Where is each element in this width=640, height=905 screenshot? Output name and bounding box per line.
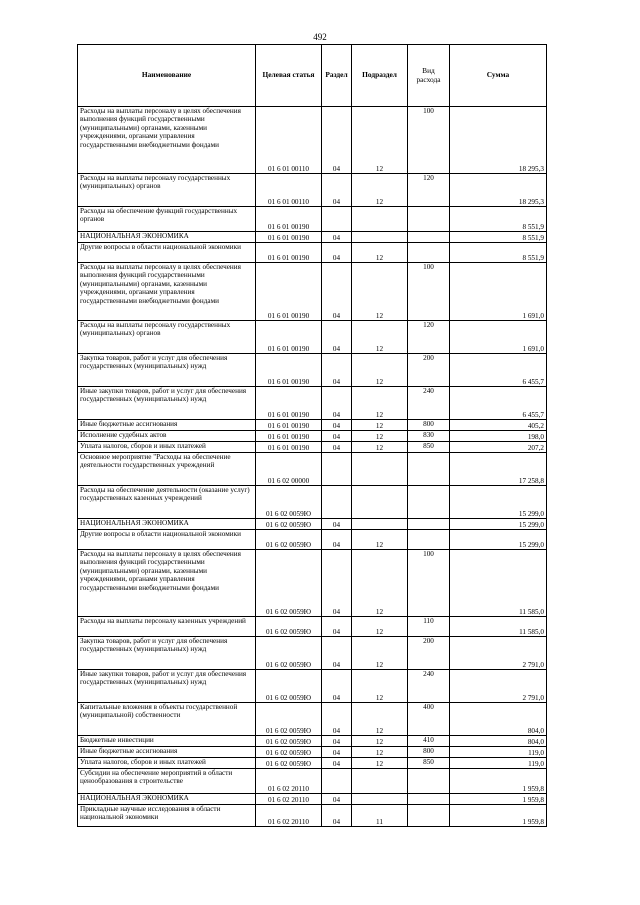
- row-target-article: 01 6 01 00190: [256, 321, 322, 354]
- row-sum: 8 551,9: [450, 243, 547, 263]
- row-sum: 405,2: [450, 420, 547, 431]
- row-subsection: 12: [352, 107, 408, 174]
- row-subsection: 12: [352, 530, 408, 550]
- row-sum: 15 299,0: [450, 530, 547, 550]
- row-sum: 804,0: [450, 736, 547, 747]
- row-name: Капитальные вложения в объекты государственной (муниципальной) собственности: [78, 703, 256, 736]
- row-expense-kind: 240: [408, 387, 450, 420]
- row-subsection: 12: [352, 431, 408, 442]
- row-target-article: 01 6 02 0059Ю: [256, 637, 322, 670]
- row-subsection: [352, 794, 408, 805]
- row-subsection: 12: [352, 354, 408, 387]
- row-expense-kind: 100: [408, 263, 450, 321]
- row-expense-kind: 100: [408, 550, 450, 617]
- row-subsection: 12: [352, 637, 408, 670]
- table-row: [78, 736, 547, 747]
- row-expense-kind: [408, 519, 450, 530]
- row-name: Расходы на выплаты персоналу в целях обеспечения выполнения функций государственными (муниципальными) органами, казенными учреждениями, органами управления государственными внебюджетными фондами: [78, 550, 256, 617]
- row-name: Расходы на выплаты персоналу государственных (муниципальных) органов: [78, 174, 256, 207]
- row-section: 04: [322, 637, 352, 670]
- row-expense-kind: 200: [408, 637, 450, 670]
- row-expense-kind: 850: [408, 758, 450, 769]
- row-target-article: 01 6 01 00110: [256, 107, 322, 174]
- row-target-article: 01 6 01 00190: [256, 442, 322, 453]
- row-target-article: 01 6 02 0059Ю: [256, 670, 322, 703]
- table-body: [78, 107, 547, 827]
- row-name: Другие вопросы в области национальной экономики: [78, 530, 256, 550]
- row-subsection: 12: [352, 747, 408, 758]
- row-sum: 2 791,0: [450, 670, 547, 703]
- row-name: Другие вопросы в области национальной экономики: [78, 243, 256, 263]
- header-name: Наименование: [78, 45, 256, 107]
- row-sum: 18 295,3: [450, 107, 547, 174]
- table-row: [78, 442, 547, 453]
- row-section: 04: [322, 431, 352, 442]
- row-sum: 11 585,0: [450, 617, 547, 637]
- row-sum: 15 299,0: [450, 519, 547, 530]
- row-section: 04: [322, 530, 352, 550]
- row-section: [322, 207, 352, 232]
- row-target-article: 01 6 01 00190: [256, 354, 322, 387]
- header-target-article: Целевая статья: [256, 45, 322, 107]
- table-row: [78, 758, 547, 769]
- row-target-article: 01 6 01 00110: [256, 174, 322, 207]
- table-row: [78, 107, 547, 174]
- header-section: Раздел: [322, 45, 352, 107]
- table-row: [78, 519, 547, 530]
- row-expense-kind: 100: [408, 107, 450, 174]
- table-row: [78, 747, 547, 758]
- row-sum: 198,0: [450, 431, 547, 442]
- row-section: 04: [322, 174, 352, 207]
- row-subsection: 12: [352, 243, 408, 263]
- table-row: [78, 453, 547, 486]
- table-row: [78, 354, 547, 387]
- row-name: Исполнение судебных актов: [78, 431, 256, 442]
- table-row: [78, 243, 547, 263]
- row-expense-kind: 800: [408, 747, 450, 758]
- row-sum: 6 455,7: [450, 354, 547, 387]
- row-sum: 804,0: [450, 703, 547, 736]
- row-section: 04: [322, 107, 352, 174]
- row-subsection: [352, 207, 408, 232]
- row-name: НАЦИОНАЛЬНАЯ ЭКОНОМИКА: [78, 519, 256, 530]
- row-section: 04: [322, 670, 352, 703]
- row-section: [322, 486, 352, 519]
- row-name: Расходы на выплаты персоналу государственных (муниципальных) органов: [78, 321, 256, 354]
- row-name: Расходы на выплаты персоналу в целях обеспечения выполнения функций государственными (муниципальными) органами, казенными учреждениями, органами управления государственными внебюджетными фондами: [78, 107, 256, 174]
- row-name: Расходы на выплаты персоналу в целях обеспечения выполнения функций государственными (муниципальными) органами, казенными учреждениями, органами управления государственными внебюджетными фондами: [78, 263, 256, 321]
- row-subsection: 12: [352, 174, 408, 207]
- row-expense-kind: 200: [408, 354, 450, 387]
- row-name: Иные закупки товаров, работ и услуг для обеспечения государственных (муниципальных) нужд: [78, 387, 256, 420]
- row-subsection: 12: [352, 550, 408, 617]
- table-row: [78, 321, 547, 354]
- row-target-article: 01 6 02 20110: [256, 769, 322, 794]
- table-row: [78, 263, 547, 321]
- row-name: НАЦИОНАЛЬНАЯ ЭКОНОМИКА: [78, 232, 256, 243]
- row-target-article: 01 6 01 00190: [256, 232, 322, 243]
- table-row: [78, 617, 547, 637]
- row-sum: 18 295,3: [450, 174, 547, 207]
- row-sum: 6 455,7: [450, 387, 547, 420]
- row-section: 04: [322, 794, 352, 805]
- row-sum: 1 959,8: [450, 794, 547, 805]
- row-subsection: [352, 519, 408, 530]
- row-expense-kind: [408, 232, 450, 243]
- row-name: Закупка товаров, работ и услуг для обеспечения государственных (муниципальных) нужд: [78, 637, 256, 670]
- row-expense-kind: [408, 486, 450, 519]
- row-expense-kind: [408, 805, 450, 827]
- page-number: 492: [313, 32, 327, 42]
- row-name: Расходы на обеспечение функций государственных органов: [78, 207, 256, 232]
- row-subsection: 12: [352, 736, 408, 747]
- row-sum: 11 585,0: [450, 550, 547, 617]
- row-subsection: 11: [352, 805, 408, 827]
- table-row: [78, 486, 547, 519]
- row-section: 04: [322, 232, 352, 243]
- row-section: 04: [322, 387, 352, 420]
- row-subsection: 12: [352, 263, 408, 321]
- row-subsection: 12: [352, 703, 408, 736]
- table-row: [78, 232, 547, 243]
- row-section: 04: [322, 550, 352, 617]
- row-section: [322, 769, 352, 794]
- table-row: [78, 174, 547, 207]
- row-target-article: 01 6 01 00190: [256, 243, 322, 263]
- header-subsection: Подраздел: [352, 45, 408, 107]
- row-section: 04: [322, 420, 352, 431]
- row-target-article: 01 6 02 0059Ю: [256, 703, 322, 736]
- table-row: [78, 550, 547, 617]
- row-expense-kind: [408, 243, 450, 263]
- row-sum: 207,2: [450, 442, 547, 453]
- row-target-article: 01 6 02 0059Ю: [256, 736, 322, 747]
- row-expense-kind: 410: [408, 736, 450, 747]
- row-subsection: 12: [352, 670, 408, 703]
- row-name: Иные закупки товаров, работ и услуг для обеспечения государственных (муниципальных) нужд: [78, 670, 256, 703]
- table-row: [78, 387, 547, 420]
- row-expense-kind: [408, 794, 450, 805]
- row-sum: 1 691,0: [450, 263, 547, 321]
- row-section: 04: [322, 703, 352, 736]
- row-target-article: 01 6 02 20110: [256, 805, 322, 827]
- row-name: Бюджетные инвестиции: [78, 736, 256, 747]
- row-section: 04: [322, 747, 352, 758]
- row-name: Уплата налогов, сборов и иных платежей: [78, 758, 256, 769]
- row-expense-kind: 800: [408, 420, 450, 431]
- table-row: [78, 420, 547, 431]
- row-target-article: 01 6 02 0059Ю: [256, 519, 322, 530]
- row-target-article: 01 6 01 00190: [256, 387, 322, 420]
- row-section: 04: [322, 736, 352, 747]
- header-expense-kind: Вид расхода: [408, 45, 450, 107]
- table-row: [78, 670, 547, 703]
- row-sum: 15 299,0: [450, 486, 547, 519]
- table-row: [78, 769, 547, 794]
- row-expense-kind: [408, 769, 450, 794]
- row-target-article: 01 6 02 0059Ю: [256, 486, 322, 519]
- row-subsection: 12: [352, 442, 408, 453]
- row-sum: 8 551,9: [450, 232, 547, 243]
- table-row: [78, 703, 547, 736]
- row-section: [322, 453, 352, 486]
- row-expense-kind: 120: [408, 321, 450, 354]
- table-row: [78, 207, 547, 232]
- row-name: Иные бюджетные ассигнования: [78, 747, 256, 758]
- row-name: Расходы на выплаты персоналу казенных учреждений: [78, 617, 256, 637]
- row-name: Прикладные научные исследования в области национальной экономики: [78, 805, 256, 827]
- row-sum: 1 691,0: [450, 321, 547, 354]
- row-target-article: 01 6 02 0059Ю: [256, 530, 322, 550]
- row-name: НАЦИОНАЛЬНАЯ ЭКОНОМИКА: [78, 794, 256, 805]
- row-section: 04: [322, 805, 352, 827]
- row-name: Уплата налогов, сборов и иных платежей: [78, 442, 256, 453]
- table-row: [78, 637, 547, 670]
- row-subsection: 12: [352, 758, 408, 769]
- row-section: 04: [322, 354, 352, 387]
- row-name: Основное мероприятие "Расходы на обеспечение деятельности государственных учреждений: [78, 453, 256, 486]
- row-sum: 17 258,8: [450, 453, 547, 486]
- row-section: 04: [322, 321, 352, 354]
- table-row: [78, 805, 547, 827]
- row-target-article: 01 6 02 0059Ю: [256, 747, 322, 758]
- row-target-article: 01 6 02 0059Ю: [256, 758, 322, 769]
- row-expense-kind: 830: [408, 431, 450, 442]
- row-name: Расходы на обеспечение деятельности (оказание услуг) государственных казенных учреждений: [78, 486, 256, 519]
- row-subsection: 12: [352, 617, 408, 637]
- row-expense-kind: [408, 530, 450, 550]
- row-expense-kind: 240: [408, 670, 450, 703]
- row-expense-kind: 110: [408, 617, 450, 637]
- row-section: 04: [322, 263, 352, 321]
- row-subsection: 12: [352, 387, 408, 420]
- row-sum: 119,0: [450, 758, 547, 769]
- row-subsection: [352, 486, 408, 519]
- row-subsection: [352, 453, 408, 486]
- row-expense-kind: 400: [408, 703, 450, 736]
- row-expense-kind: 120: [408, 174, 450, 207]
- row-name: Иные бюджетные ассигнования: [78, 420, 256, 431]
- table-row: [78, 530, 547, 550]
- row-section: 04: [322, 617, 352, 637]
- table-row: [78, 431, 547, 442]
- row-sum: 1 959,8: [450, 805, 547, 827]
- row-expense-kind: 850: [408, 442, 450, 453]
- row-subsection: [352, 232, 408, 243]
- row-name: Субсидии на обеспечение мероприятий в области ценообразования в строительстве: [78, 769, 256, 794]
- row-target-article: 01 6 01 00190: [256, 207, 322, 232]
- row-sum: 2 791,0: [450, 637, 547, 670]
- row-target-article: 01 6 02 00000: [256, 453, 322, 486]
- row-target-article: 01 6 02 0059Ю: [256, 550, 322, 617]
- row-target-article: 01 6 02 20110: [256, 794, 322, 805]
- row-sum: 119,0: [450, 747, 547, 758]
- row-section: 04: [322, 519, 352, 530]
- row-section: 04: [322, 442, 352, 453]
- row-sum: 1 959,8: [450, 769, 547, 794]
- row-section: 04: [322, 243, 352, 263]
- row-subsection: 12: [352, 420, 408, 431]
- row-sum: 8 551,9: [450, 207, 547, 232]
- row-subsection: [352, 769, 408, 794]
- row-target-article: 01 6 01 00190: [256, 420, 322, 431]
- row-expense-kind: [408, 453, 450, 486]
- row-section: 04: [322, 758, 352, 769]
- row-name: Закупка товаров, работ и услуг для обеспечения государственных (муниципальных) нужд: [78, 354, 256, 387]
- row-target-article: 01 6 01 00190: [256, 431, 322, 442]
- header-sum: Сумма: [450, 45, 547, 107]
- budget-table: [77, 44, 547, 827]
- table-row: [78, 794, 547, 805]
- row-target-article: 01 6 02 0059Ю: [256, 617, 322, 637]
- row-target-article: 01 6 01 00190: [256, 263, 322, 321]
- table-header-row: [78, 45, 547, 107]
- row-expense-kind: [408, 207, 450, 232]
- row-subsection: 12: [352, 321, 408, 354]
